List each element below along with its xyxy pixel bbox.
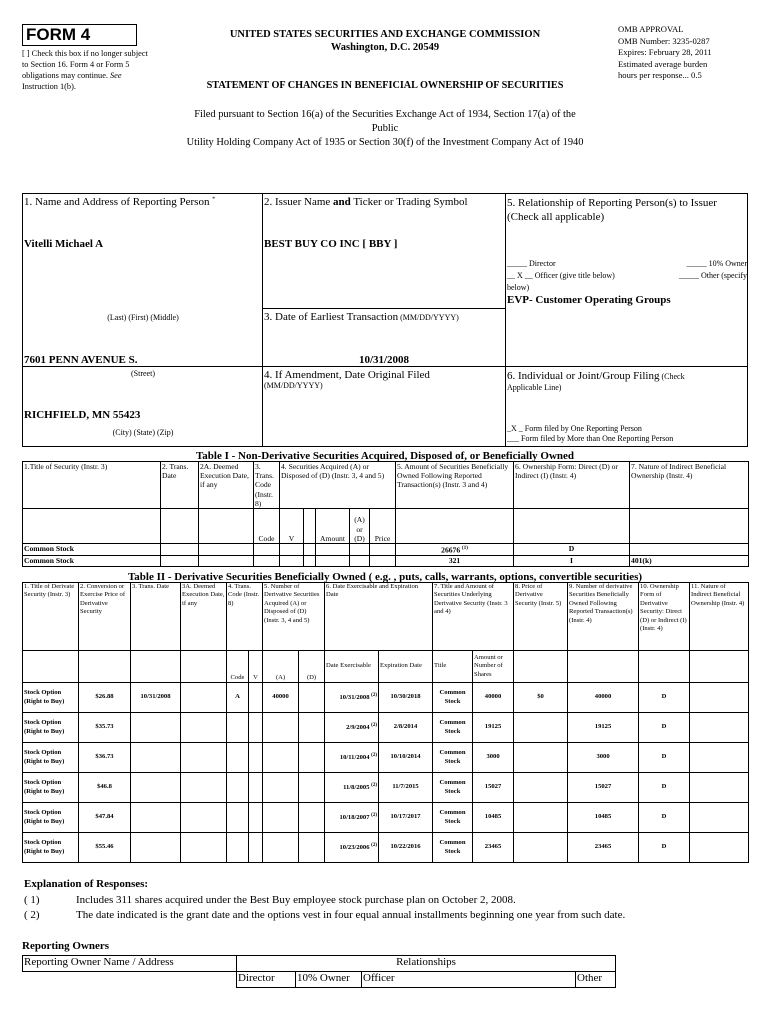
t2-r3-d-price xyxy=(514,773,568,803)
box4-label xyxy=(264,369,504,391)
t2-r4-exp-value: 10/17/2017 xyxy=(390,813,421,821)
check-note-see: See xyxy=(110,71,122,80)
t2-h10: 10. Ownership Form of Derivative Security: Direct (D) or Indirect (I) (Instr. 4) xyxy=(639,583,690,651)
t2-r3-price xyxy=(79,773,131,803)
t2-r5-exp-value: 10/22/2016 xyxy=(390,843,421,851)
t2-r5-u-title xyxy=(433,833,473,863)
t2-r2-u-title xyxy=(433,743,473,773)
t2-r5-title xyxy=(23,833,79,863)
t2-r3-exp-value: 11/7/2015 xyxy=(392,783,419,791)
omb-expires: Expires: February 28, 2011 xyxy=(618,47,712,57)
t2-r2-exer xyxy=(325,743,379,773)
t2-r4-price-value: $47.84 xyxy=(95,813,114,821)
t2-r5-empty xyxy=(249,833,263,863)
t2-sub-exercisable: Date Exercisable xyxy=(325,651,379,683)
t2-r2-price-value: $36.73 xyxy=(95,753,114,761)
box3-label xyxy=(264,311,504,323)
table2 xyxy=(22,582,749,863)
t2-r2-price xyxy=(79,743,131,773)
check-note-text: [ ] Check this box if no longer subject to Section 16. Form 4 or Form 5 obligations may continue. xyxy=(22,49,148,80)
t2-r2-d-price xyxy=(514,743,568,773)
t2-r5-note: (2) xyxy=(371,843,378,849)
t1-sub-amount: Amount xyxy=(316,509,350,544)
t2-r5-price xyxy=(79,833,131,863)
box6-options xyxy=(507,424,747,444)
t2-r1-note: (2) xyxy=(371,723,378,729)
t1-h3: 3. Trans. Code (Instr. 8) xyxy=(254,462,280,509)
t2-r3-u-amount xyxy=(473,773,514,803)
t2-r3-empty xyxy=(299,773,325,803)
t2-r1-exer-value: 2/9/2004 xyxy=(346,724,370,732)
t2-r0-price xyxy=(79,683,131,713)
t2-r4-owned xyxy=(568,803,639,833)
filed-pursuant xyxy=(150,108,620,150)
t1-r1-nature: 401(k) xyxy=(630,555,749,566)
t2-r1-u-amount-value: 19125 xyxy=(484,723,502,731)
t2-r3-date xyxy=(131,773,181,803)
t2-r3-a xyxy=(263,773,299,803)
t2-r0-empty xyxy=(249,683,263,713)
t2-r2-code xyxy=(227,743,249,773)
table-row xyxy=(23,713,749,743)
owners-col-relationships: Relationships xyxy=(237,956,616,972)
t2-r0-owned-value: 40000 xyxy=(594,693,612,701)
t2-sub-title: Title xyxy=(433,651,473,683)
t2-r4-note: (2) xyxy=(371,813,378,819)
t1-r0-form: D xyxy=(514,544,630,556)
filed-line-3: Utility Holding Company Act of 1935 or Section 30(f) of the Investment Company Act of 1940 xyxy=(186,137,584,148)
t2-r5-a xyxy=(263,833,299,863)
table-row xyxy=(23,833,749,863)
t2-r3-note: (2) xyxy=(371,783,378,789)
t2-r4-price xyxy=(79,803,131,833)
omb-approval-label: OMB APPROVAL xyxy=(618,24,684,34)
t2-r1-u-amount xyxy=(473,713,514,743)
t2-r0-date-value: 10/31/2008 xyxy=(140,693,171,701)
explanation-num-2: ( 2) xyxy=(24,909,40,921)
t2-r5-exp xyxy=(379,833,433,863)
t1-sub-price: Price xyxy=(370,509,396,544)
box1-label xyxy=(24,196,215,208)
t2-r5-title-value: Stock Option (Right to Buy) xyxy=(24,839,65,855)
t2-r5-code xyxy=(227,833,249,863)
t1-r0-amount xyxy=(396,544,514,556)
divider xyxy=(505,193,506,447)
t2-r1-title-value: Stock Option (Right to Buy) xyxy=(24,719,65,735)
box5-label xyxy=(507,196,749,224)
t2-r3-owned-value: 15027 xyxy=(594,783,612,791)
owners-table xyxy=(22,955,616,988)
t2-r4-exer-value: 10/18/2007 xyxy=(339,814,370,822)
t2-r1-date xyxy=(131,713,181,743)
commission-location: Washington, D.C. 20549 xyxy=(330,42,440,53)
owners-director: Director xyxy=(237,972,296,988)
box3-label-text: 3. Date of Earliest Transaction xyxy=(264,311,399,323)
t2-r3-empty xyxy=(690,773,749,803)
t2-r0-title-value: Stock Option (Right to Buy) xyxy=(24,689,65,705)
table2-title: Table II - Derivative Securities Beneficially Owned ( e.g. , puts, calls, warrants, options, convertible securities) xyxy=(127,571,643,583)
t2-r2-form xyxy=(639,743,690,773)
t2-r1-a xyxy=(263,713,299,743)
form-label: FORM 4 xyxy=(22,24,137,46)
t2-r0-title xyxy=(23,683,79,713)
t2-r0-note: (2) xyxy=(371,693,378,699)
t2-r3-title xyxy=(23,773,79,803)
explanation-items xyxy=(24,893,625,923)
t2-h5: 5. Number of Derivative Securities Acquired (A) or Disposed of (D) (Instr. 3, 4 and 5) xyxy=(263,583,325,651)
t2-r2-note: (2) xyxy=(371,753,378,759)
t2-r0-date xyxy=(131,683,181,713)
below-text: below) xyxy=(507,283,530,292)
director-check: _____ Director xyxy=(507,259,556,268)
t2-r0-price-value: $26.88 xyxy=(95,693,114,701)
t2-sub-v: V xyxy=(249,651,263,683)
t2-r4-form-value: D xyxy=(661,813,667,821)
table1-title: Table I - Non-Derivative Securities Acquired, Disposed of, or Beneficially Owned xyxy=(195,450,575,462)
t2-r5-exer-value: 10/23/2006 xyxy=(339,844,370,852)
t2-h9: 9. Number of derivative Securities Beneficially Owned Following Reported Transaction(s) (Instr. 4) xyxy=(568,583,639,651)
t2-r2-exp-value: 10/10/2014 xyxy=(390,753,421,761)
t2-r2-empty xyxy=(690,743,749,773)
t1-h1: 1.Title of Security (Instr. 3) xyxy=(23,462,161,509)
filed-by-one: _X _ Form filed by One Reporting Person xyxy=(507,424,642,433)
t2-r2-empty xyxy=(299,743,325,773)
commission-heading xyxy=(185,28,585,54)
t2-r2-owned-value: 3000 xyxy=(596,753,610,761)
t2-h6: 6. Date Exercisable and Expiration Date xyxy=(325,583,433,651)
street-caption: (Street) xyxy=(131,369,155,378)
explanation-num-1: ( 1) xyxy=(24,894,40,906)
t2-r1-price-value: $35.73 xyxy=(95,723,114,731)
t2-r2-exer-value: 10/11/2004 xyxy=(339,754,370,762)
t2-r1-exp xyxy=(379,713,433,743)
t2-sub-code: Code xyxy=(227,651,249,683)
t2-r4-owned-value: 10485 xyxy=(594,813,612,821)
filed-by-more: ___ Form filed by More than One Reporting Person xyxy=(507,434,674,443)
t2-r4-form xyxy=(639,803,690,833)
t1-h4: 4. Securities Acquired (A) or Disposed of (D) (Instr. 3, 4 and 5) xyxy=(280,462,396,509)
t2-r0-a xyxy=(263,683,299,713)
t2-r2-a xyxy=(263,743,299,773)
t2-r5-empty xyxy=(299,833,325,863)
explanation-text-1: Includes 311 shares acquired under the Best Buy employee stock purchase plan on October 2, 2008. xyxy=(76,894,516,906)
box6-label-text: 6. Individual or Joint/Group Filing xyxy=(507,370,660,382)
t1-h5: 5. Amount of Securities Beneficially Owned Following Reported Transaction(s) (Instr. 3 and 4) xyxy=(396,462,514,509)
table-row xyxy=(23,773,749,803)
t2-r4-u-title xyxy=(433,803,473,833)
t1-r0-amount-value: 26676 xyxy=(441,545,461,555)
city-state-zip: RICHFIELD, MN 55423 xyxy=(24,409,141,421)
t2-r0-u-title-value: Common Stock xyxy=(439,689,466,705)
t2-r4-date xyxy=(131,803,181,833)
t2-r4-d-price xyxy=(514,803,568,833)
city-caption: (City) (State) (Zip) xyxy=(112,428,174,437)
t2-r4-a xyxy=(263,803,299,833)
t2-r2-empty xyxy=(249,743,263,773)
check-note-instruction: Instruction 1(b). xyxy=(22,82,76,91)
box6-label xyxy=(507,369,749,393)
t2-h3a: 3A. Deemed Execution Date, if any xyxy=(181,583,227,651)
t2-r3-u-title-value: Common Stock xyxy=(439,779,466,795)
t2-r4-empty xyxy=(181,803,227,833)
t2-r0-u-amount xyxy=(473,683,514,713)
t2-r2-u-title-value: Common Stock xyxy=(439,749,466,765)
t2-r3-code xyxy=(227,773,249,803)
divider xyxy=(262,308,505,309)
t2-r5-empty xyxy=(181,833,227,863)
t2-sub-amount: Amount or Number of Shares xyxy=(473,651,514,683)
t2-r0-a-value: 40000 xyxy=(272,693,289,701)
t2-r0-form xyxy=(639,683,690,713)
t2-r1-owned xyxy=(568,713,639,743)
t2-r5-price-value: $55.46 xyxy=(95,843,114,851)
t1-r1-amount: 321 xyxy=(396,555,514,566)
t2-r0-empty xyxy=(181,683,227,713)
filed-line-1: Filed pursuant to Section 16(a) of the Securities Exchange Act of 1934, Section 17(a) of the xyxy=(194,109,576,120)
t2-r2-exp xyxy=(379,743,433,773)
t2-r1-empty xyxy=(249,713,263,743)
t2-r3-owned xyxy=(568,773,639,803)
t2-r0-empty xyxy=(299,683,325,713)
t2-r1-u-title xyxy=(433,713,473,743)
box2-label xyxy=(264,196,504,208)
table-row xyxy=(23,803,749,833)
t2-r4-exp xyxy=(379,803,433,833)
filed-line-2: Public xyxy=(371,123,399,134)
t2-r1-u-title-value: Common Stock xyxy=(439,719,466,735)
t1-h2: 2. Trans. Date xyxy=(161,462,199,509)
t2-r0-empty xyxy=(690,683,749,713)
t2-r0-u-amount-value: 40000 xyxy=(484,693,502,701)
t2-r1-exp-value: 2/8/2014 xyxy=(393,723,418,731)
t2-r3-exer-value: 11/8/2005 xyxy=(343,784,370,792)
t2-r1-owned-value: 19125 xyxy=(594,723,612,731)
owners-other: Other xyxy=(576,972,616,988)
box6-label-small-2: Applicable Line) xyxy=(507,383,562,392)
box2-label-c: Ticker or Trading Symbol xyxy=(350,196,468,208)
table-row xyxy=(23,743,749,773)
t2-r5-empty xyxy=(690,833,749,863)
box4-label-small: (MM/DD/YYYY) xyxy=(264,381,323,390)
divider xyxy=(22,366,748,367)
t1-r0-nature xyxy=(630,544,749,556)
statement-title: STATEMENT OF CHANGES IN BENEFICIAL OWNERSHIP OF SECURITIES xyxy=(206,80,564,91)
box1-marker: * xyxy=(212,196,216,203)
t2-r1-empty xyxy=(181,713,227,743)
t2-r5-owned-value: 23465 xyxy=(594,843,612,851)
t1-r1-form: I xyxy=(514,555,630,566)
t2-r0-code-value: A xyxy=(235,693,240,701)
t1-r1-title: Common Stock xyxy=(23,555,161,566)
ten-pct-owner-check: _____ 10% Owner xyxy=(686,259,747,268)
t2-r0-d-price xyxy=(514,683,568,713)
t2-r4-exer xyxy=(325,803,379,833)
check-box-note xyxy=(22,48,152,92)
t2-r5-u-title-value: Common Stock xyxy=(439,839,466,855)
t2-r3-form xyxy=(639,773,690,803)
t2-r2-empty xyxy=(181,743,227,773)
t2-h1: 1. Title of Derivate Security (Instr. 3) xyxy=(23,583,79,651)
t1-sub-v-spacer xyxy=(304,509,316,544)
earliest-transaction-date: 10/31/2008 xyxy=(358,354,410,366)
omb-approval xyxy=(618,24,758,82)
owners-ten-pct: 10% Owner xyxy=(296,972,362,988)
t1-sub-code: Code xyxy=(254,509,280,544)
box3-label-small: (MM/DD/YYYY) xyxy=(398,313,459,322)
box6-label-small: (Check xyxy=(659,372,685,381)
t2-r2-date xyxy=(131,743,181,773)
t2-r4-empty xyxy=(299,803,325,833)
t2-sub-d: (D) xyxy=(299,651,325,683)
t2-r0-owned xyxy=(568,683,639,713)
t2-r1-form xyxy=(639,713,690,743)
owners-officer: Officer xyxy=(362,972,576,988)
box1-label-text: 1. Name and Address of Reporting Person xyxy=(24,196,210,208)
t2-r0-exp-value: 10/30/2018 xyxy=(390,693,421,701)
t2-r5-owned xyxy=(568,833,639,863)
t2-r2-u-amount-value: 3000 xyxy=(486,753,500,761)
box5-label-2: (Check all applicable) xyxy=(507,211,605,223)
table-row xyxy=(23,544,749,556)
owners-col-name: Reporting Owner Name / Address xyxy=(23,956,237,972)
table-row xyxy=(23,683,749,713)
t1-sub-a-or-d: (A) or (D) xyxy=(350,509,370,544)
t2-r2-owned xyxy=(568,743,639,773)
t2-r0-exer xyxy=(325,683,379,713)
t2-r2-u-amount xyxy=(473,743,514,773)
t2-r5-date xyxy=(131,833,181,863)
t2-r3-exp xyxy=(379,773,433,803)
explanation-title: Explanation of Responses: xyxy=(24,878,149,890)
t2-h3: 3. Trans. Date xyxy=(131,583,181,651)
t2-r3-form-value: D xyxy=(661,783,667,791)
t2-r4-u-amount xyxy=(473,803,514,833)
t2-r1-form-value: D xyxy=(661,723,667,731)
t2-r0-form-value: D xyxy=(661,693,667,701)
issuer-name: BEST BUY CO INC [ BBY ] xyxy=(264,238,398,250)
omb-hours: hours per response... 0.5 xyxy=(618,70,702,80)
commission-name: UNITED STATES SECURITIES AND EXCHANGE COMMISSION xyxy=(229,29,541,40)
t2-r5-u-amount-value: 23465 xyxy=(484,843,502,851)
divider xyxy=(262,193,263,447)
t2-r3-price-value: $46.8 xyxy=(97,783,112,791)
name-caption: (Last) (First) (Middle) xyxy=(107,313,179,322)
reporting-person-name: Vitelli Michael A xyxy=(24,238,104,250)
owners-title: Reporting Owners xyxy=(22,940,110,952)
t2-r2-title xyxy=(23,743,79,773)
box5-label-text: 5. Relationship of Reporting Person(s) to Issuer xyxy=(507,197,717,209)
t1-r0-note: (1) xyxy=(462,546,468,552)
t2-r5-d-price xyxy=(514,833,568,863)
t2-r4-code xyxy=(227,803,249,833)
t2-r2-title-value: Stock Option (Right to Buy) xyxy=(24,749,65,765)
officer-title: EVP- Customer Operating Groups xyxy=(507,294,671,306)
t2-h2: 2. Conversion or Exercise Price of Derivative Security xyxy=(79,583,131,651)
t2-r1-empty xyxy=(299,713,325,743)
t2-r4-empty xyxy=(690,803,749,833)
officer-check: __ X __ Officer (give title below) xyxy=(507,271,615,280)
explanation-text-2: The date indicated is the grant date and the options vest in four equal annual installments beginning one year from such date. xyxy=(76,909,626,921)
t2-r4-title xyxy=(23,803,79,833)
t2-r5-form-value: D xyxy=(661,843,667,851)
other-check: _____ Other (specify xyxy=(679,271,747,280)
box4-label-text: 4. If Amendment, Date Original Filed xyxy=(264,369,430,381)
t2-r0-u-title xyxy=(433,683,473,713)
t2-h7: 7. Title and Amount of Securities Underlying Derivative Security (Instr. 3 and 4) xyxy=(433,583,514,651)
t1-sub-v: V xyxy=(280,509,304,544)
t2-r5-exer xyxy=(325,833,379,863)
t2-r3-u-title xyxy=(433,773,473,803)
t2-h4: 4. Trans. Code (Instr. 8) xyxy=(227,583,263,651)
t2-r4-empty xyxy=(249,803,263,833)
t2-r0-d-price-value: $0 xyxy=(537,693,544,701)
t1-r0-title: Common Stock xyxy=(23,544,161,556)
t2-sub-a: (A) xyxy=(263,651,299,683)
t2-r3-empty xyxy=(181,773,227,803)
t2-r5-u-amount xyxy=(473,833,514,863)
street-address: 7601 PENN AVENUE S. xyxy=(24,354,138,366)
t2-r1-code xyxy=(227,713,249,743)
t2-r1-d-price xyxy=(514,713,568,743)
t2-r1-title xyxy=(23,713,79,743)
t2-r0-exp xyxy=(379,683,433,713)
t2-r3-u-amount-value: 15027 xyxy=(484,783,502,791)
box5-checks xyxy=(507,258,747,294)
t2-h11: 11. Nature of Indirect Beneficial Ownership (Instr. 4) xyxy=(690,583,749,651)
omb-number: OMB Number: 3235-0287 xyxy=(618,35,710,46)
t2-r5-form xyxy=(639,833,690,863)
t2-h8: 8. Price of Derivative Security (Instr. 5) xyxy=(514,583,568,651)
t2-r3-exer xyxy=(325,773,379,803)
t1-h2a: 2A. Deemed Execution Date, if any xyxy=(199,462,254,509)
t2-r1-exer xyxy=(325,713,379,743)
omb-burden: Estimated average burden xyxy=(618,58,708,69)
t2-r4-u-amount-value: 10485 xyxy=(484,813,502,821)
t2-r3-title-value: Stock Option (Right to Buy) xyxy=(24,779,65,795)
t1-h7: 7. Nature of Indirect Beneficial Ownership (Instr. 4) xyxy=(630,462,749,509)
t2-r0-code xyxy=(227,683,249,713)
t1-h6: 6. Ownership Form: Direct (D) or Indirect (I) (Instr. 4) xyxy=(514,462,630,509)
t2-r4-title-value: Stock Option (Right to Buy) xyxy=(24,809,65,825)
t2-r1-price xyxy=(79,713,131,743)
t2-sub-expiration: Expiration Date xyxy=(379,651,433,683)
box2-label-b: and xyxy=(333,196,351,208)
box2-label-a: 2. Issuer Name xyxy=(264,196,334,208)
t2-r2-form-value: D xyxy=(661,753,667,761)
t2-r3-empty xyxy=(249,773,263,803)
table-row xyxy=(23,555,749,566)
t2-r1-empty xyxy=(690,713,749,743)
t2-r0-exer-value: 10/31/2008 xyxy=(339,694,370,702)
table1 xyxy=(22,461,749,567)
t2-r4-u-title-value: Common Stock xyxy=(439,809,466,825)
